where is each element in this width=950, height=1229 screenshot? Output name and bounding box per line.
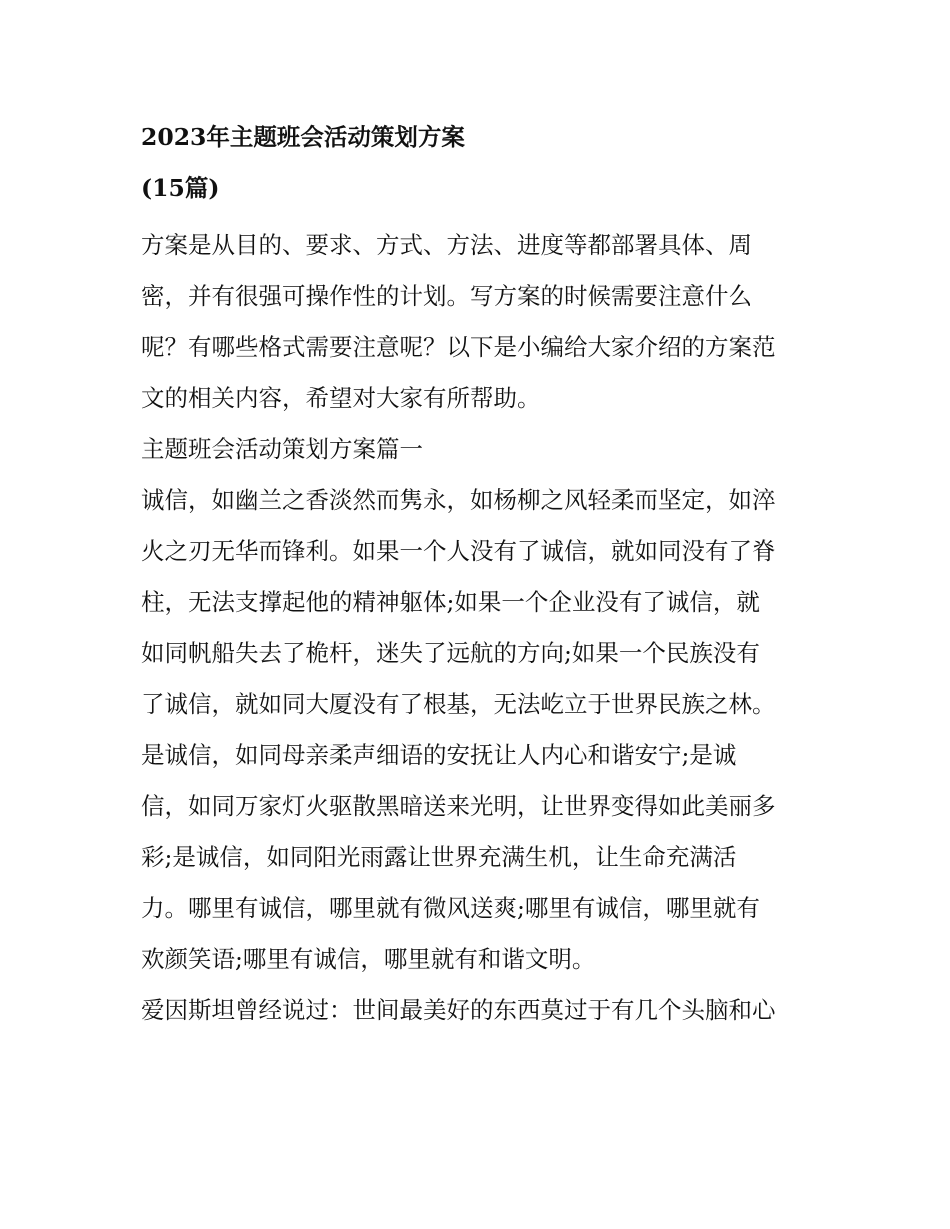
title-line: 2023年主题班会活动策划方案 xyxy=(141,123,465,151)
text-line: 是诚信，如同母亲柔声细语的安抚让人内心和谐安宁;是诚 xyxy=(141,741,737,769)
section-heading xyxy=(141,424,813,475)
text-line: 彩;是诚信，如同阳光雨露让世界充满生机，让生命充满活 xyxy=(141,843,737,871)
text-line: 柱，无法支撑起他的精神躯体;如果一个企业没有了诚信，就 xyxy=(141,588,760,616)
text-line: 信，如同万家灯火驱散黑暗送来光明，让世界变得如此美丽多 xyxy=(141,792,776,820)
text-line: 爱因斯坦曾经说过：世间最美好的东西莫过于有几个头脑和心 xyxy=(141,996,776,1024)
text-line: 方案是从目的、要求、方式、方法、进度等都部署具体、周 xyxy=(141,231,752,259)
title-line: (15篇) xyxy=(141,174,220,202)
document-body xyxy=(141,112,813,1036)
document-title xyxy=(141,112,813,214)
text-line: 密，并有很强可操作性的计划。写方案的时候需要注意什么 xyxy=(141,282,752,310)
text-line: 火之刃无华而锋利。如果一个人没有了诚信，就如同没有了脊 xyxy=(141,537,776,565)
body-paragraph xyxy=(141,475,813,730)
body-paragraph xyxy=(141,985,813,1036)
text-line: 力。哪里有诚信，哪里就有微风送爽;哪里有诚信，哪里就有 xyxy=(141,894,760,922)
text-line: 呢？有哪些格式需要注意呢？以下是小编给大家介绍的方案范 xyxy=(141,333,776,361)
intro-paragraph xyxy=(141,220,813,424)
text-line: 如同帆船失去了桅杆，迷失了远航的方向;如果一个民族没有 xyxy=(141,639,760,667)
body-paragraph xyxy=(141,730,813,985)
text-line: 了诚信，就如同大厦没有了根基，无法屹立于世界民族之林。 xyxy=(141,690,776,718)
section-heading-text: 主题班会活动策划方案篇一 xyxy=(141,435,423,463)
text-line: 诚信，如幽兰之香淡然而隽永，如杨柳之风轻柔而坚定，如淬 xyxy=(141,486,776,514)
text-line: 欢颜笑语;哪里有诚信，哪里就有和谐文明。 xyxy=(141,945,596,973)
text-line: 文的相关内容，希望对大家有所帮助。 xyxy=(141,384,541,412)
